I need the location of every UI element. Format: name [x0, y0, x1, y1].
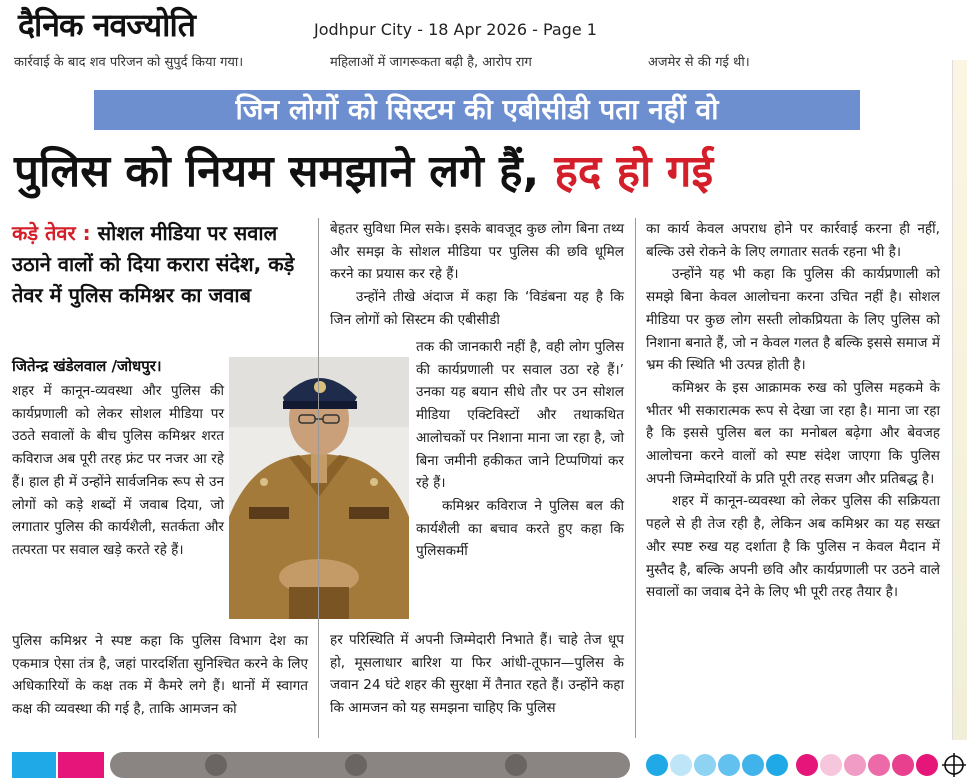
- registration-dot: [505, 754, 527, 776]
- masthead: [0, 0, 970, 50]
- paragraph: पुलिस कमिश्नर ने स्पष्ट कहा कि पुलिस विभाग देश का एकमात्र ऐसा तंत्र है, जहां पारदर्शिता सुनिश्चित करने के लिए अधिकारियों के कक्ष तक में कैमरे लगे हैं। थानों में स्वागत कक्ष की व्यवस्था की गई है, ताकि आमजन को: [12, 633, 308, 718]
- paragraph: शहर में कानून-व्यवस्था को लेकर पुलिस की सक्रियता पहले से ही तेज रही है, लेकिन अब कमिश्नर का यह सख्त और स्पष्ट रुख यह दर्शाता है कि पुलिस न केवल मैदान में मुस्तैद है, बल्कि अपनी छवि और कार्यप्रणाली पर उठने वाले सवालों का जवाब देने के लिए भी पूरी तरह तैयार है।: [646, 493, 940, 601]
- magenta-swatch: [58, 752, 104, 778]
- byline: जितेन्द्र खंडेलवाल /जोधपुर।: [12, 357, 162, 375]
- cut-text-left: कार्रवाई के बाद शव परिजन को सुपुर्द किया गया।: [14, 55, 244, 70]
- registration-dot: [892, 754, 914, 776]
- cut-text-mid: महिलाओं में जागरूकता बढ़ी है, आरोप राग: [330, 55, 532, 70]
- registration-dot: [916, 754, 938, 776]
- kicker-banner: [94, 90, 860, 130]
- column-2-wrap: [416, 336, 624, 563]
- paragraph: उन्होंने यह भी कहा कि पुलिस की कार्यप्रणाली को समझे बिना केवल आलोचना करना उचित नहीं है। सोशल मीडिया पर कुछ लोग सस्ती लोकप्रियता के लिए पुलिस को निशाना बनाते हैं, जो न केवल गलत है बल्कि इससे समाज में भ्रम की स्थिति भी उत्पन्न होती है।: [646, 266, 940, 374]
- registration-dot: [205, 754, 227, 776]
- column-rule: [635, 218, 636, 738]
- column-2-top: [330, 218, 624, 332]
- photo-illustration: [229, 357, 409, 619]
- headline: [14, 140, 954, 204]
- registration-dot: [670, 754, 692, 776]
- paragraph: कमिश्नर कविराज ने पुलिस बल की कार्यशैली का बचाव करते हुए कहा कि पुलिसकर्मी: [416, 497, 624, 560]
- registration-dot: [742, 754, 764, 776]
- crosshair-icon: [942, 753, 966, 777]
- registration-dot: [646, 754, 668, 776]
- commissioner-photo: [229, 357, 409, 619]
- paragraph: कमिश्नर के इस आक्रामक रुख को पुलिस महकमे के भीतर भी सकारात्मक रूप से देखा जा रहा है। माना जा रहा है कि इससे पुलिस बल का मनोबल बढ़ेगा और बेवजह आलोचना करने वालों को स्पष्ट संदेश जाएगा कि पुलिस अपनी जिम्मेदारियों के प्रति पूरी तरह सजग और प्रतिबद्ध है।: [646, 379, 940, 487]
- cut-text-right: अजमेर से की गई थी।: [648, 55, 750, 70]
- column-3: [646, 218, 940, 604]
- column-rule: [318, 218, 319, 738]
- paragraph: शहर में कानून-व्यवस्था और पुलिस की कार्यप्रणाली को लेकर सोशल मीडिया पर उठते सवालों के बीच पुलिस कमिश्नर शरत कविराज अब पूरी तरह फ्रंट पर नजर आ रहे हैं। हाल ही में उन्होंने सार्वजनिक रूप से उन लोगों को कड़े शब्दों में जवाब दिया, जो लगातार पुलिस की कार्यशैली, सतर्कता और तत्परता पर सवाल खड़े करते रहे हैं।: [12, 383, 224, 558]
- paragraph: का कार्य केवल अपराध होने पर कार्रवाई करना ही नहीं, बल्कि उसे रोकने के लिए लगातार सतर्क रहना भी है।: [646, 221, 940, 260]
- deck: [12, 218, 308, 311]
- paragraph: उन्होंने तीखे अंदाज में कहा कि ‘विडंबना यह है कि जिन लोगों को सिस्टम की एबीसीडी: [330, 289, 624, 328]
- paragraph: हर परिस्थिति में अपनी जिम्मेदारी निभाते हैं। चाहे तेज धूप हो, मूसलाधार बारिश या फिर आंधी-तूफान—पुलिस के जवान 24 घंटे शहर की सुरक्षा में तैनात रहते हैं। उन्होंने कहा कि आमजन को यह समझना चाहिए कि पुलिस: [330, 632, 624, 717]
- registration-dot: [718, 754, 740, 776]
- page-margin-strip: [952, 60, 967, 740]
- registration-dot: [694, 754, 716, 776]
- newspaper-logo: दैनिक नवज्योति: [18, 6, 195, 44]
- column-1-full: [12, 630, 308, 721]
- deck-tag: कड़े तेवर :: [12, 221, 91, 245]
- registration-dot: [820, 754, 842, 776]
- registration-dot: [844, 754, 866, 776]
- registration-dot: [345, 754, 367, 776]
- grey-registration-bar: [110, 752, 630, 778]
- registration-dot: [868, 754, 890, 776]
- column-2-bottom: [330, 629, 624, 720]
- edition-info: Jodhpur City - 18 Apr 2026 - Page 1: [314, 20, 597, 39]
- paragraph: बेहतर सुविधा मिल सके। इसके बावजूद कुछ लोग बिना तथ्य और समझ के सोशल मीडिया पर पुलिस की छवि धूमिल करने का प्रयास कर रहे हैं।: [330, 221, 624, 283]
- registration-dot: [766, 754, 788, 776]
- cyan-swatch: [12, 752, 56, 778]
- paragraph: तक की जानकारी नहीं है, वही लोग पुलिस की कार्यप्रणाली पर सवाल उठा रहे हैं।’ उनका यह बयान सीधे तौर पर उन सोशल मीडिया एक्टिविस्टों और तथाकथित आलोचकों पर निशाना माना जा रहा है, जो बिना जमीनी हकीकत जाने टिप्पणियां कर रहे हैं।: [416, 339, 624, 492]
- headline-main: पुलिस को नियम समझाने लगे हैं,: [14, 146, 540, 197]
- headline-red: हद हो गई: [554, 146, 714, 197]
- column-1-wrap: [12, 380, 224, 562]
- print-registration-bar: [0, 752, 970, 778]
- previous-story-strip: [0, 50, 960, 72]
- registration-dot: [796, 754, 818, 776]
- kicker-text: जिन लोगों को सिस्टम की एबीसीडी पता नहीं वो: [235, 93, 719, 126]
- deck-text: सोशल मीडिया पर सवाल उठाने वालों को दिया करारा संदेश, कड़े तेवर में पुलिस कमिश्नर का जवाब: [12, 221, 295, 307]
